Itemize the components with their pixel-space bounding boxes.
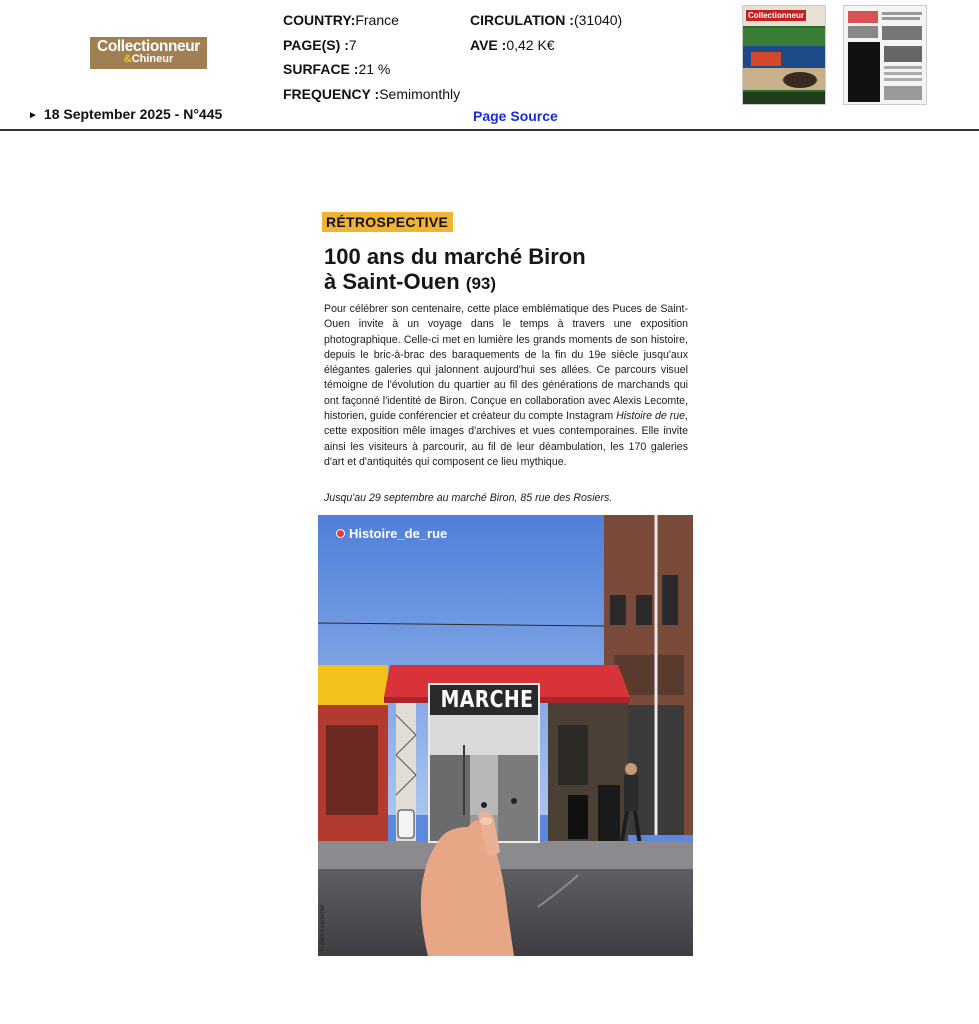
meta-surface (283, 57, 460, 82)
meta-key: PAGE(S) : (283, 36, 349, 53)
clipping-header (0, 0, 979, 132)
meta-key: SURFACE : (283, 61, 359, 77)
logo-line1: Collectionneur (97, 38, 200, 55)
triangle-right-icon: ► (28, 110, 38, 121)
header-divider (0, 129, 979, 131)
meta-right-column (470, 8, 622, 57)
logo-line2 (90, 54, 207, 65)
article-kicker: RÉTROSPECTIVE (322, 212, 453, 232)
meta-key: COUNTRY: (283, 12, 356, 28)
meta-key: AVE : (470, 36, 507, 53)
photo-instagram-tag (336, 526, 447, 541)
article-body (324, 302, 688, 470)
meta-key: FREQUENCY : (283, 85, 380, 102)
meta-pages (283, 33, 460, 58)
logo-ampersand: & (123, 52, 132, 65)
meta-value: 21 % (358, 61, 391, 77)
logo-line2-text: Chineur (131, 52, 174, 65)
meta-circulation (470, 8, 622, 33)
publication-logo (90, 37, 207, 69)
photo-illustration (318, 515, 693, 956)
meta-ave (470, 33, 622, 58)
photo-credit (318, 905, 334, 955)
meta-left-column (283, 8, 460, 106)
article-photo (318, 515, 693, 956)
instagram-icon (336, 529, 345, 538)
meta-value: 0,42 K€ (506, 36, 555, 53)
article-dates: Jusqu'au 29 septembre au marché Biron, 85 rue des Rosiers. (324, 492, 613, 504)
article-title (324, 244, 624, 296)
meta-value: Semimonthly (379, 85, 461, 102)
meta-value: 7 (348, 36, 357, 53)
photo-tag-text: Histoire_de_rue (349, 526, 448, 541)
meta-key: CIRCULATION : (470, 12, 574, 28)
issue-date (28, 106, 222, 122)
marche-sign: MARCHE (440, 687, 534, 713)
issue-date-text: 18 September 2025 - N°445 (43, 106, 223, 122)
cover-thumbnail-title: Collectionneur (748, 11, 805, 20)
photo-credit-text: © Alexis Lecomte (320, 904, 327, 952)
meta-value: (31040) (573, 12, 623, 28)
title-department: (93) (465, 274, 497, 293)
title-line2-text: à Saint-Ouen (324, 269, 460, 294)
page-thumbnail[interactable] (843, 5, 927, 105)
meta-value: France (355, 12, 399, 28)
body-italic: Histoire de rue (616, 410, 686, 423)
meta-frequency (283, 82, 460, 107)
title-line1: 100 ans du marché Biron (324, 244, 586, 269)
body-part2: , cette exposition mêle images d'archives et vues contemporaines. Elle invite ainsi les visiteurs à parcourir, au fil de leur déambulation, les 170 galeries d'art et d'antiquités qui composent ce lieu mythique. (324, 410, 688, 468)
page-source-link[interactable]: Page Source (473, 108, 558, 124)
body-part1: Pour célébrer son centenaire, cette place emblématique des Puces de Saint-Ouen invite à un voyage dans le temps à travers une exposition photographique. Celle-ci met en lumière les grands moments de son histoire, depuis le bric-à-brac des baraquements de la fin du 19e siècle jusqu'aux élégantes galeries qui jalonnent aujourd'hui ses allées. Ce parcours visuel témoigne de l'évolution du quartier au fil des générations de marchands qui ont façonné l'identité de Biron. Conçue en collaboration avec Alexis Lecomte, historien, guide conférencier et créateur du compte Instagram (324, 303, 688, 423)
cover-thumbnail[interactable] (742, 5, 826, 105)
meta-country (283, 8, 460, 33)
title-line2 (324, 269, 624, 296)
